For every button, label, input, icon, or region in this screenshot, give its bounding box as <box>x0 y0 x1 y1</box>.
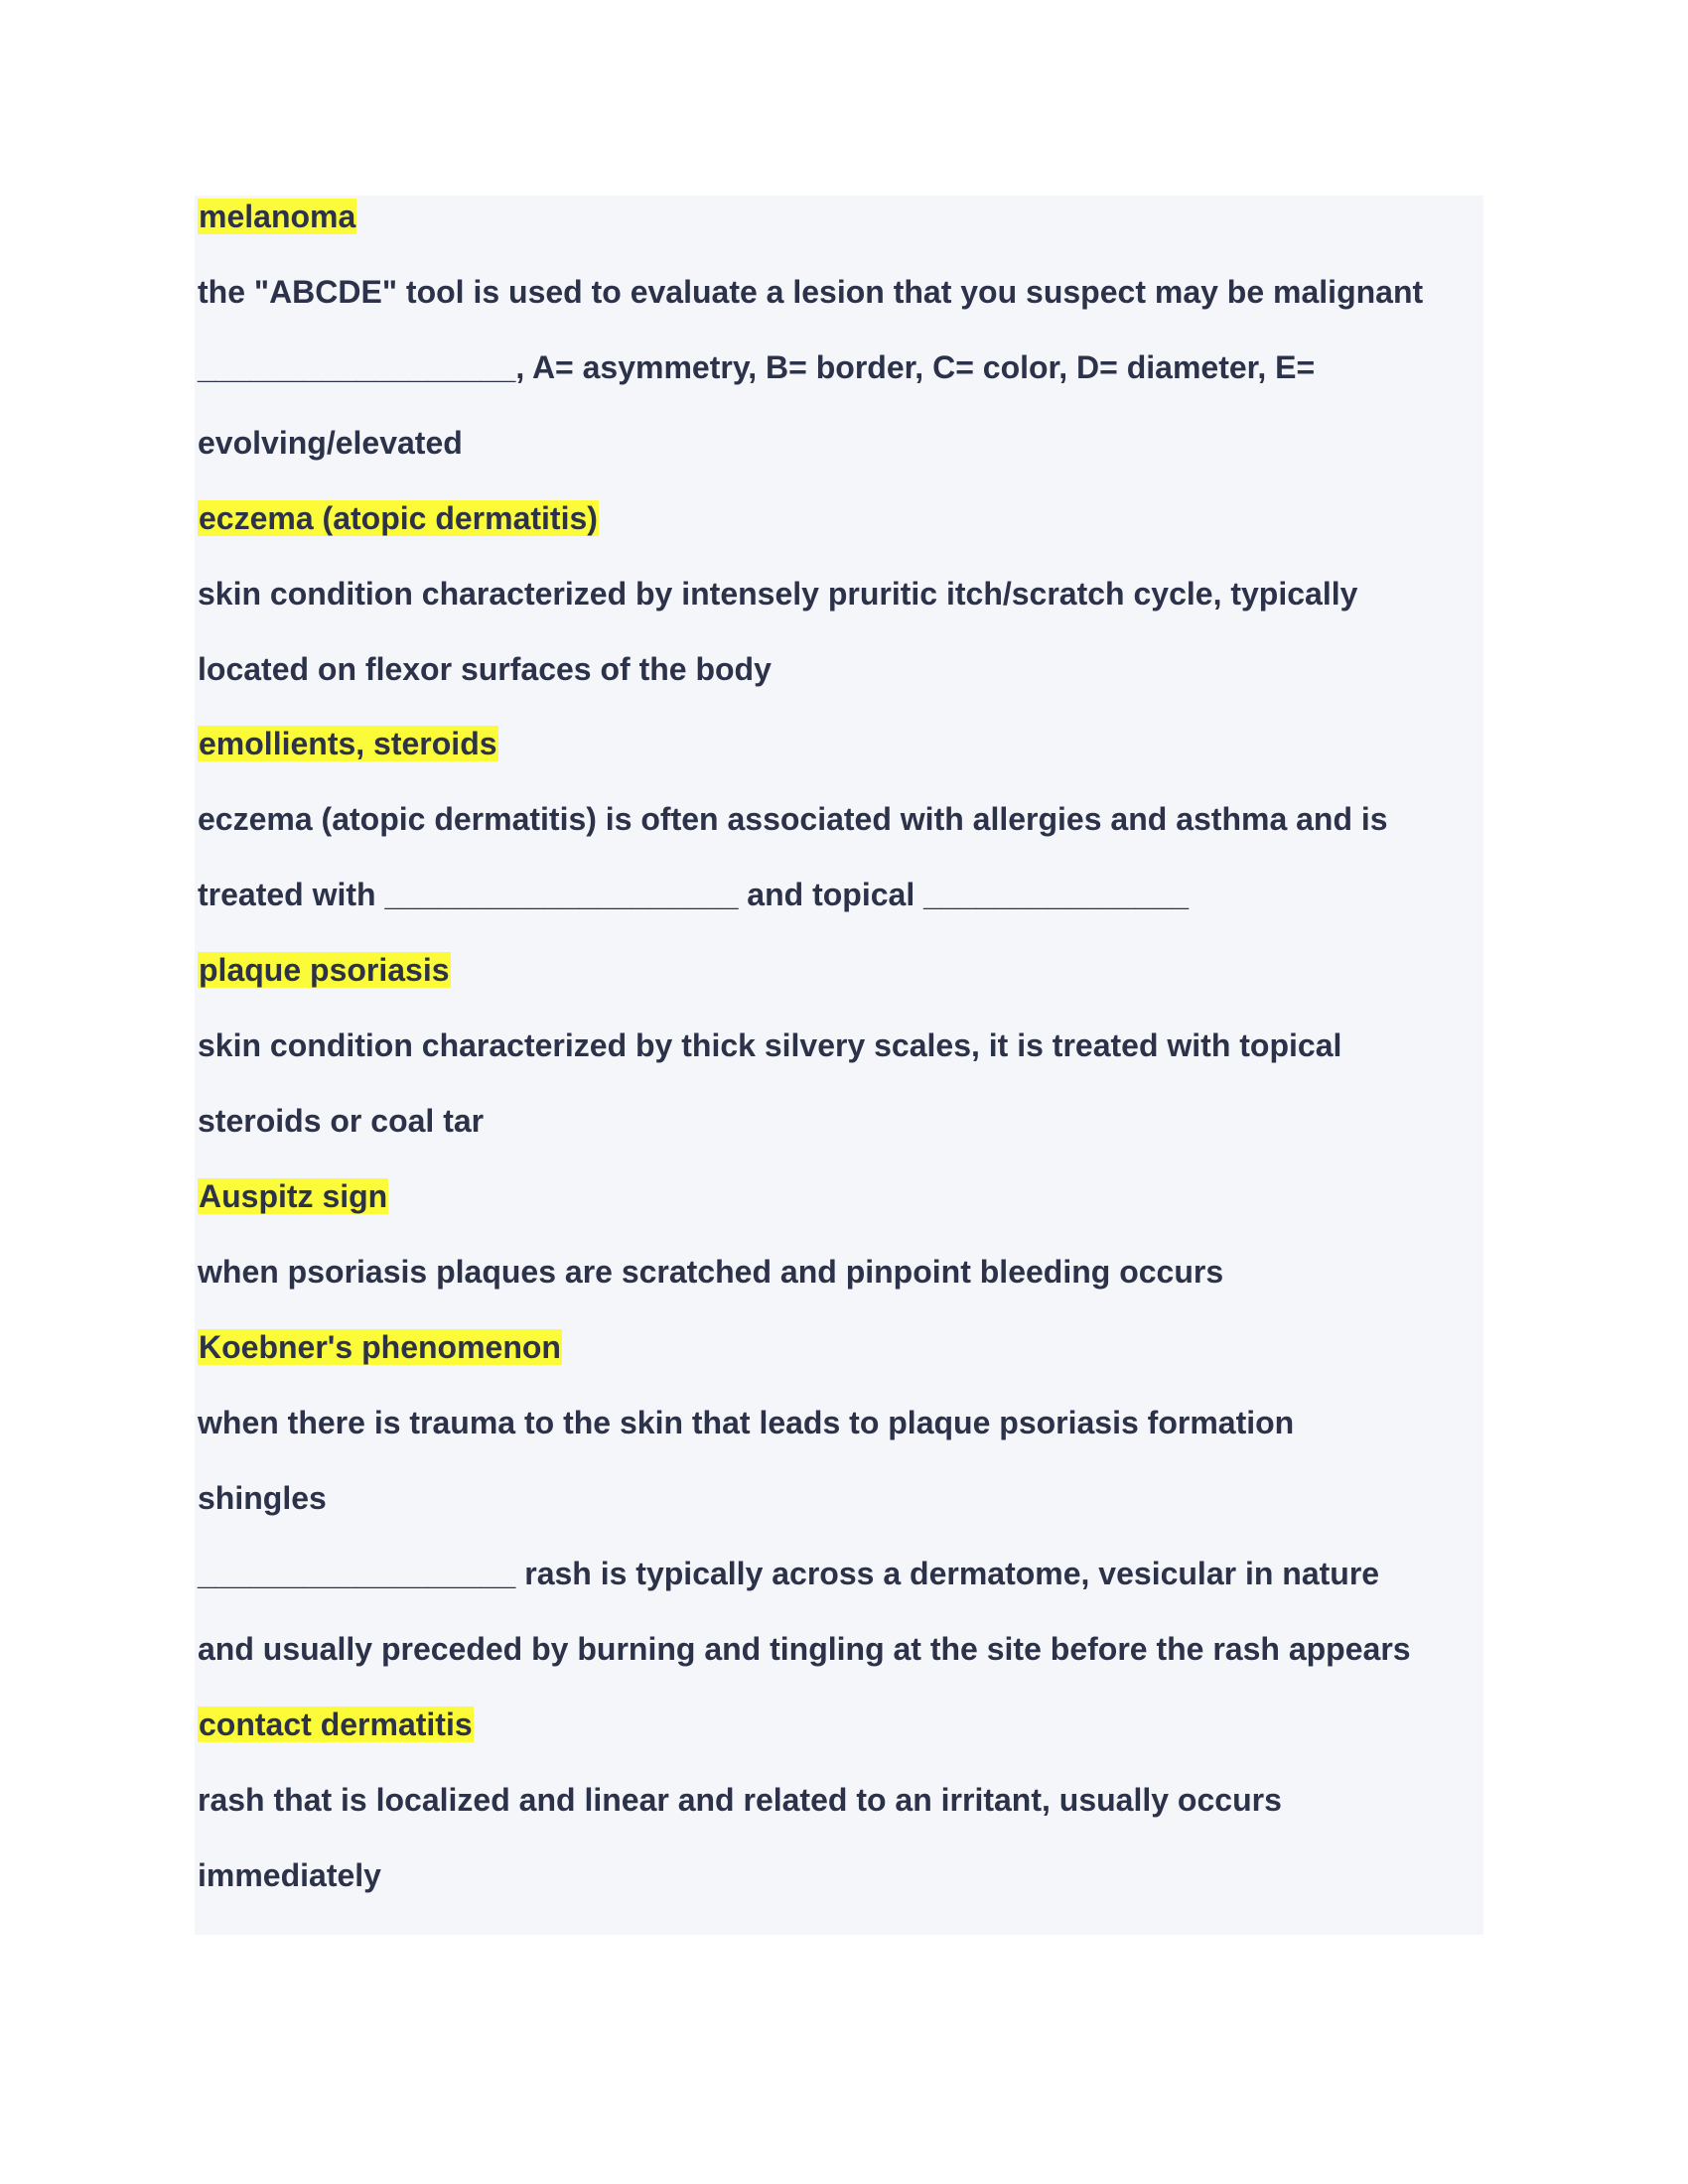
flashcard-term-koebners-phenomenon <box>198 1325 562 1369</box>
term-highlight: melanoma <box>199 199 356 234</box>
flashcard-definition-line: steroids or coal tar <box>198 1103 485 1139</box>
flashcard-definition-line: __________________ rash is typically across a dermatome, vesicular in nature <box>198 1556 1380 1591</box>
flashcard-definition-line: skin condition characterized by intensely pruritic itch/scratch cycle, typically <box>198 576 1358 612</box>
flashcard-term-melanoma <box>198 195 356 238</box>
flashcard-definition-line: when psoriasis plaques are scratched and pinpoint bleeding occurs <box>198 1254 1224 1290</box>
flashcard-term-emollients-steroids <box>198 722 498 765</box>
term-highlight: plaque psoriasis <box>199 952 450 988</box>
flashcard-term-contact-dermatitis <box>198 1703 474 1746</box>
flashcard-term-shingles: shingles <box>198 1480 327 1516</box>
flashcard-term-auspitz-sign <box>198 1174 388 1218</box>
flashcard-definition-line: eczema (atopic dermatitis) is often associated with allergies and asthma and is <box>198 801 1388 837</box>
flashcard-definition-line: and usually preceded by burning and tingling at the site before the rash appears <box>198 1631 1411 1667</box>
term-highlight: eczema (atopic dermatitis) <box>199 500 598 536</box>
flashcard-term-eczema <box>198 496 599 540</box>
term-highlight: contact dermatitis <box>199 1706 473 1742</box>
flashcard-term-plaque-psoriasis <box>198 948 451 992</box>
flashcard-definition-line: skin condition characterized by thick silvery scales, it is treated with topical <box>198 1027 1342 1063</box>
term-highlight: emollients, steroids <box>199 726 497 761</box>
flashcard-definition-line: treated with ____________________ and topical _______________ <box>198 877 1190 912</box>
flashcard-definition-line: immediately <box>198 1857 381 1893</box>
term-highlight: Auspitz sign <box>199 1178 388 1214</box>
flashcard-definition-line: when there is trauma to the skin that leads to plaque psoriasis formation <box>198 1405 1295 1440</box>
term-highlight: Koebner's phenomenon <box>199 1329 561 1365</box>
flashcard-definition-line: __________________, A= asymmetry, B= border, C= color, D= diameter, E= <box>198 349 1316 385</box>
flashcard-definition-line: located on flexor surfaces of the body <box>198 651 772 687</box>
flashcard-definition-line: the "ABCDE" tool is used to evaluate a lesion that you suspect may be malignant <box>198 274 1424 310</box>
flashcard-definition-line: evolving/elevated <box>198 425 463 461</box>
flashcard-definition-line: rash that is localized and linear and related to an irritant, usually occurs <box>198 1782 1282 1818</box>
